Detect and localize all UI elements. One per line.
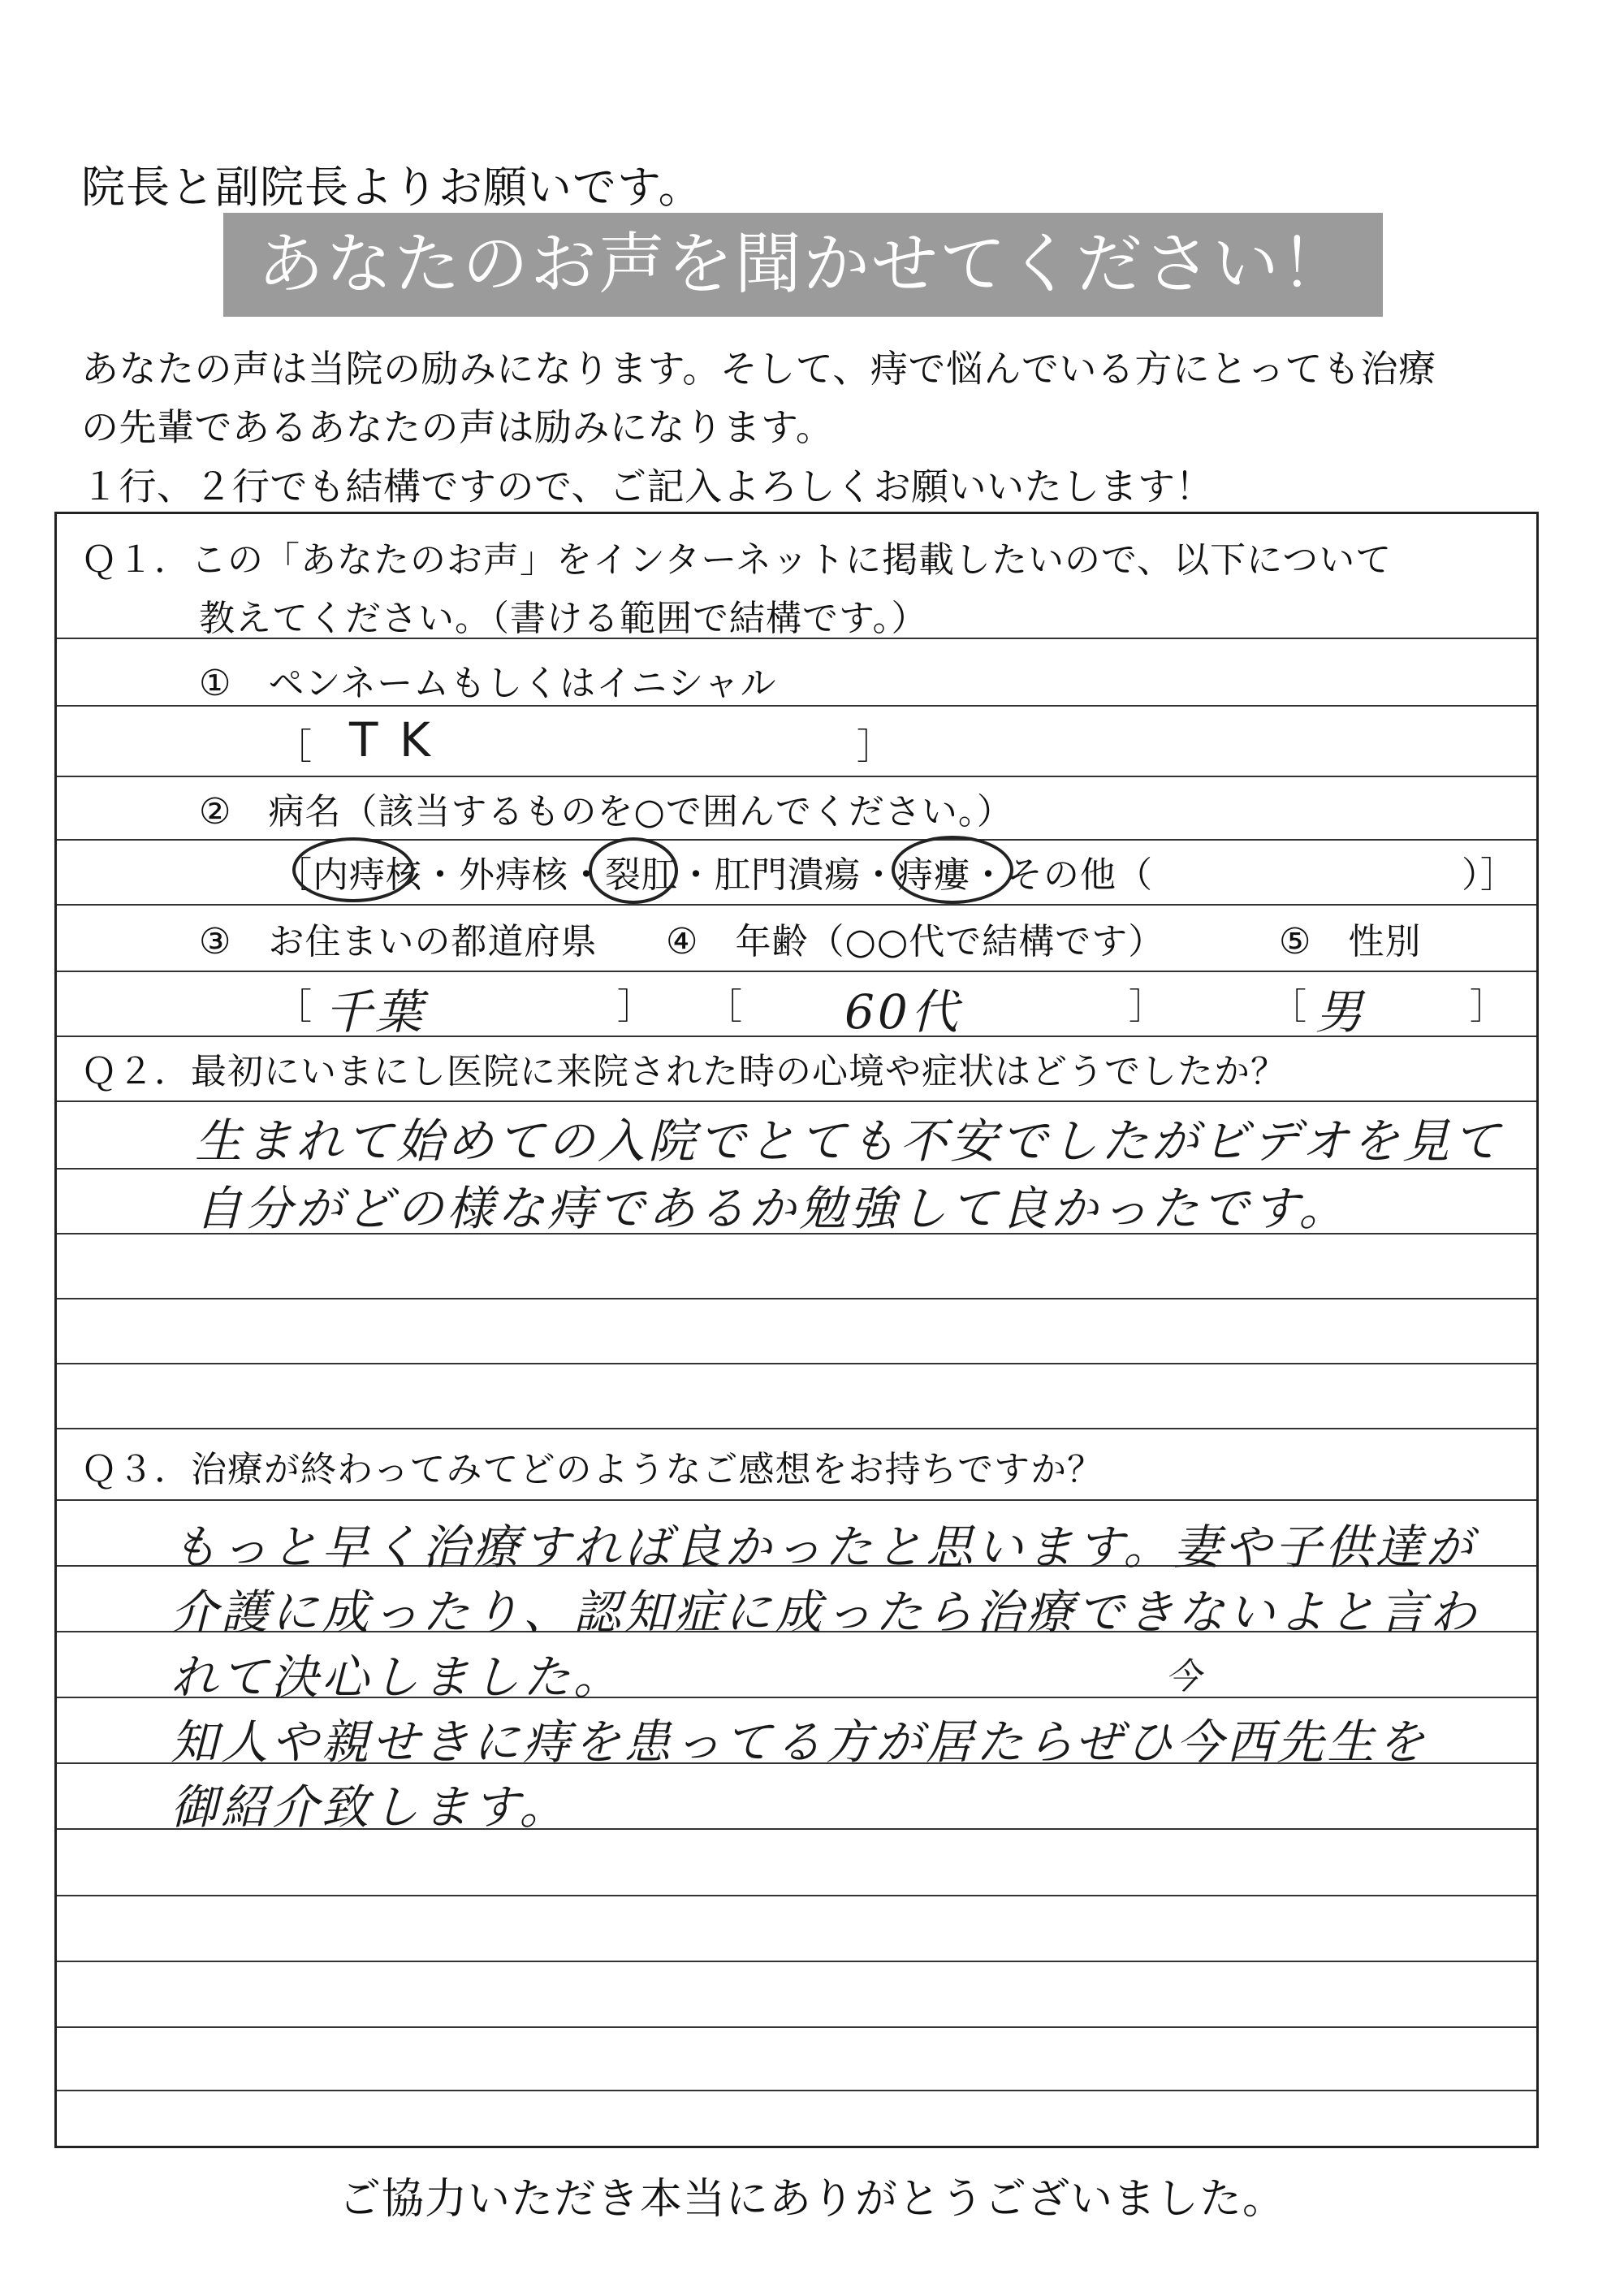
- q3-answer-line-1: もっと早く治療すれば良かったと思います。妻や子供達が: [171, 1520, 1476, 1575]
- thank-you-footer: ご協力いただき本当にありがとうございました。: [338, 2175, 1285, 2224]
- rule: [57, 1428, 1536, 1429]
- age-open-bracket: ［: [706, 986, 743, 1027]
- q1-item1-close-bracket: ］: [857, 726, 893, 767]
- q3-answer-line-3: れて決心しました。: [171, 1650, 624, 1705]
- lead-line-2: の先輩であるあなたの声は励みになります。: [81, 405, 834, 449]
- rule: [57, 1961, 1536, 1962]
- lead-line-3: １行、２行でも結構ですので、ご記入よろしくお願いいたします！: [81, 465, 1214, 508]
- rule: [57, 839, 1536, 841]
- age-close-bracket: ］: [1129, 986, 1165, 1027]
- rule: [57, 776, 1536, 777]
- q3-answer-line-2: 介護に成ったり、認知症に成ったら治療できないよと言わ: [171, 1585, 1480, 1640]
- q2-answer-line-2: 自分がどの様な痔であるか勉強して良かったです。: [195, 1181, 1350, 1236]
- q1-item1-open-bracket: ［: [276, 726, 313, 767]
- q3-insert-mark: 今: [1165, 1656, 1204, 1697]
- disease-options-close: ）］: [1462, 854, 1517, 896]
- rule: [57, 971, 1536, 972]
- q1-item5-label: ⑤ 性別: [1279, 921, 1422, 962]
- lead-line-1: あなたの声は当院の励みになります。そして、痔で悩んでいる方にとっても治療: [81, 347, 1436, 391]
- q1-item1-label: ① ペンネームもしくはイニシャル: [199, 663, 777, 704]
- rule: [57, 2090, 1536, 2091]
- selected-circle-anal-fissure: [589, 837, 678, 904]
- q1-item2-label: ② 病名（該当するものを○で囲んでください。）: [199, 791, 1013, 832]
- survey-form: [54, 512, 1539, 2148]
- rule: [57, 904, 1536, 906]
- rule: [57, 1363, 1536, 1364]
- intro-text: 院長と副院長よりお願いです。: [81, 162, 703, 213]
- q1-item4-label: ④ 年齢（○○代で結構です）: [666, 921, 1165, 962]
- q3-title: Ｑ３．治療が終わってみてどのようなご感想をお持ちですか？: [81, 1449, 1104, 1490]
- rule: [57, 1036, 1536, 1037]
- selected-circle-anal-fistula: [892, 836, 1013, 904]
- pref-open-bracket: ［: [276, 986, 313, 1027]
- selected-circle-internal-hemorrhoid: [292, 837, 414, 902]
- q1-item3-label: ③ お住まいの都道府県: [199, 921, 598, 962]
- banner-title: あなたのお声を聞かせてください！: [223, 213, 1383, 317]
- sex-close-bracket: ］: [1470, 986, 1506, 1027]
- sex-answer: 男: [1315, 984, 1367, 1040]
- age-answer: 60代: [844, 984, 961, 1040]
- q2-answer-line-1: 生まれて始めての入院でとても不安でしたがビデオを見て: [195, 1113, 1503, 1169]
- sex-open-bracket: ［: [1271, 986, 1307, 1027]
- rule: [57, 1298, 1536, 1299]
- disease-options: ［内痔核・外痔核・裂肛・肛門潰瘍・痔瘻・その他（: [276, 854, 1153, 896]
- rule: [57, 1100, 1536, 1102]
- penname-answer: T K: [349, 712, 434, 767]
- pref-close-bracket: ］: [617, 986, 654, 1027]
- rule: [57, 1499, 1536, 1501]
- q1-title-line2: 教えてください。（書ける範囲で結構です。）: [199, 598, 928, 639]
- prefecture-answer: 千葉: [325, 984, 426, 1040]
- rule: [57, 1895, 1536, 1896]
- rule: [57, 2026, 1536, 2028]
- q2-title: Ｑ２．最初にいまにし医院に来院された時の心境や症状はどうでしたか？: [81, 1051, 1287, 1092]
- q1-title-line1: Ｑ１．この「あなたのお声」をインターネットに掲載したいので、以下について: [81, 539, 1393, 581]
- q3-answer-line-5: 御紹介致します。: [171, 1779, 570, 1835]
- q3-answer-line-4: 知人や親せきに痔を患ってる方が居たらぜひ今西先生を: [171, 1714, 1428, 1770]
